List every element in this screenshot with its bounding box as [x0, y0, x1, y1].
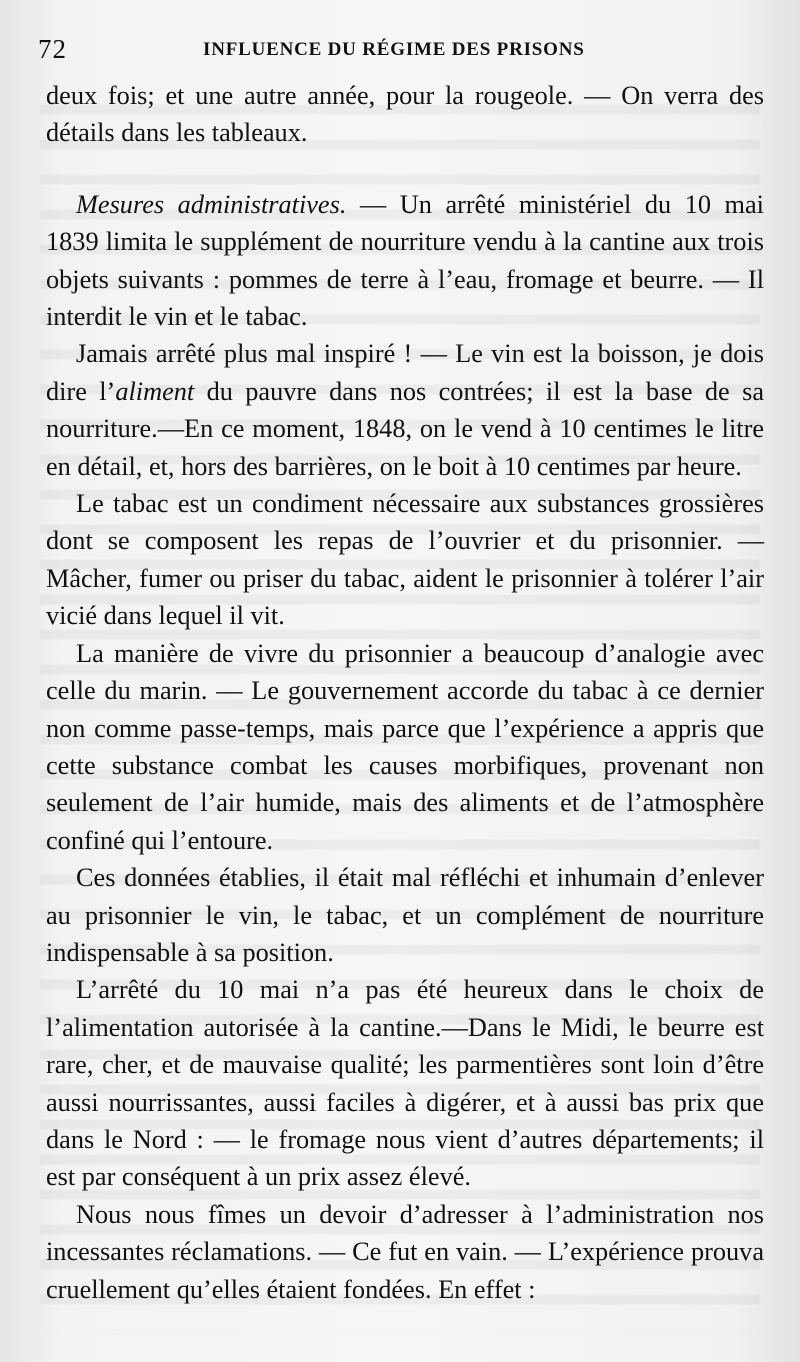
running-head: INFLUENCE DU RÉGIME DES PRISONS — [203, 39, 585, 60]
section-gap — [46, 152, 764, 186]
paragraph — [46, 971, 764, 1195]
page-number: 72 — [38, 34, 67, 64]
text-segment: L’arrêté du 10 mai n’a pas été heureux dans le choix de l’alimentation autorisée à la cantine.—Dans le Midi, le beurre est rare, cher, et de mauvaise qualité; les parmentières sont loin d’être aussi nourrissantes, aussi faciles à digérer, et à aussi bas prix que dans le Nord : — le fromage nous vient d’autres départements; il est par conséquent à un prix assez élevé. — [46, 975, 764, 1192]
paragraph — [46, 1196, 764, 1308]
paragraph — [46, 635, 764, 859]
text-segment: Jamais arrêté plus mal inspiré ! — Le vin est la boisson, je dois dire l’ — [46, 339, 764, 406]
text-segment: Nous nous fîmes un devoir d’adresser à l’administration nos incessantes réclamations. — Ce fut en vain. — L’expérience prouva cruellement qu’elles étaient fondées. En effet : — [46, 1199, 764, 1304]
paragraph — [46, 77, 764, 152]
text-segment: deux fois; et une autre année, pour la rougeole. — On verra des détails dans les tableaux. — [46, 81, 764, 148]
paragraph — [46, 485, 764, 635]
text-segment: — Un arrêté ministériel du 10 mai 1839 limita le supplément de nourriture vendu à la cantine aux trois objets suivants : pommes de terre à l’eau, fromage et beurre. — Il interdit le vin et le tabac. — [46, 189, 764, 332]
paragraph — [46, 186, 764, 336]
paragraph — [46, 859, 764, 971]
page-header — [38, 34, 763, 68]
text-segment: Ces données établies, il était mal réfléchi et inhumain d’enlever au prisonnier le vin, le tabac, et un complément de nourriture indispensable à sa position. — [46, 863, 764, 967]
text-segment: du pauvre dans nos contrées; il est la base de sa nourriture.—En ce moment, 1848, on le vend à 10 centimes le litre en détail, et, hors des barrières, on le boit à 10 centimes par heure. — [46, 376, 765, 481]
text-segment: Le tabac est un condiment nécessaire aux substances grossières dont se composent les repas de l’ouvrier et du prisonnier. — Mâcher, fumer ou priser du tabac, aident le prisonnier à tolérer l’air vicié dans lequel il vit. — [46, 489, 764, 631]
text-segment: La manière de vivre du prisonnier a beaucoup d’analogie avec celle du marin. — Le gouvernement accorde du tabac à ce dernier non comme passe-temps, mais parce que l’expérience a appris que cette substance combat les causes morbifiques, provenant non seulement de l’air humide, mais des aliments et de l’atmosphère confiné qui l’entoure. — [46, 638, 764, 855]
paragraph — [46, 335, 764, 485]
italic-text: aliment — [115, 376, 195, 406]
italic-text: Mesures administratives. — [76, 189, 347, 219]
body-text — [46, 77, 764, 1308]
